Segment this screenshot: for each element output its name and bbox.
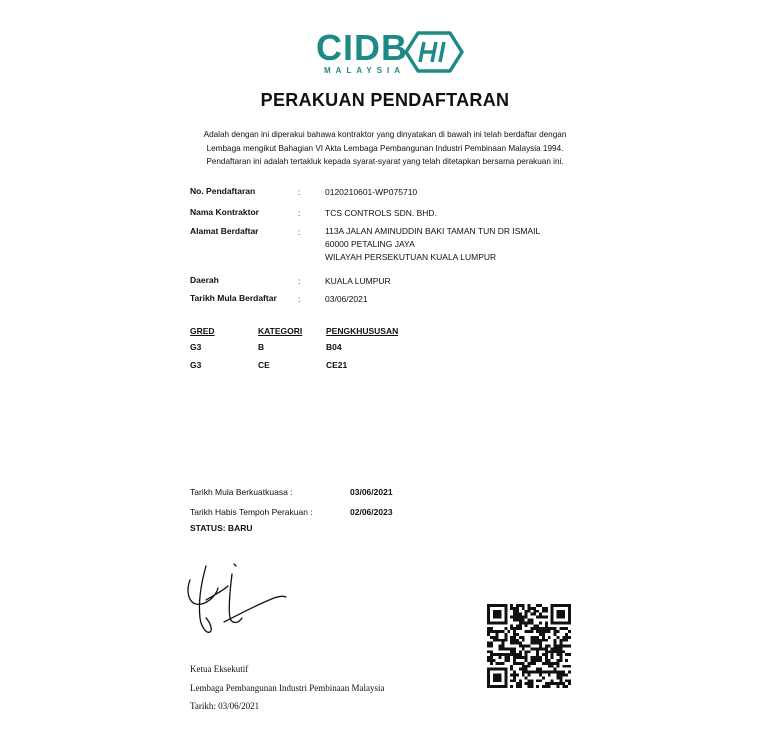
effective-date-label: Tarikh Mula Berkuatkuasa :	[190, 487, 293, 497]
colon: :	[298, 187, 301, 197]
grade-cell: G3	[190, 342, 202, 352]
logo-subtext: MALAYSIA	[324, 66, 406, 75]
signature-icon	[176, 560, 291, 640]
colon: :	[298, 294, 301, 304]
intro-line: Pendaftaran ini adalah tertakluk kepada syarat-syarat yang telah ditetapkan bersama perakuan ini.	[206, 157, 564, 166]
colon: :	[298, 208, 301, 218]
address-line: 60000 PETALING JAYA	[325, 239, 415, 249]
specialization-header: PENGKHUSUSAN	[326, 326, 399, 336]
signatory-title: Ketua Eksekutif	[190, 664, 249, 674]
colon: :	[298, 276, 301, 286]
grade-header: GRED	[190, 326, 215, 336]
cidb-mark-icon	[402, 30, 464, 74]
page-title: PERAKUAN PENDAFTARAN	[260, 90, 510, 110]
grade-cell: G3	[190, 360, 202, 370]
address-label: Alamat Berdaftar	[190, 226, 259, 236]
intro-paragraph	[170, 128, 600, 169]
category-cell: B	[258, 342, 265, 352]
cidb-logo	[310, 26, 470, 80]
expiry-date-label: Tarikh Habis Tempoh Perakuan :	[190, 507, 313, 517]
contractor-value: TCS CONTROLS SDN. BHD.	[325, 208, 437, 218]
category-header: KATEGORI	[258, 326, 303, 336]
address-line: 113A JALAN AMINUDDIN BAKI TAMAN TUN DR ISMAIL	[325, 226, 541, 236]
specialization-cell: B04	[326, 342, 342, 352]
effective-date-value: 03/06/2021	[350, 487, 393, 497]
start-date-value: 03/06/2021	[325, 294, 368, 304]
start-date-label: Tarikh Mula Berdaftar	[190, 293, 277, 303]
district-label: Daerah	[190, 275, 219, 285]
address-value	[325, 225, 540, 264]
expiry-date-value: 02/06/2023	[350, 507, 393, 517]
signatory-date: Tarikh: 03/06/2021	[190, 701, 260, 711]
signatory-org: Lembaga Pembangunan Industri Pembinaan Malaysia	[190, 683, 385, 693]
status-text: STATUS: BARU	[190, 523, 253, 533]
category-cell: CE	[258, 360, 270, 370]
qr-code-icon	[487, 604, 571, 688]
logo-text: CIDB	[316, 27, 408, 68]
contractor-label: Nama Kontraktor	[190, 207, 259, 217]
intro-line: Lembaga mengikut Bahagian VI Akta Lembaga Pembangunan Industri Pembinaan Malaysia 1994.	[206, 143, 564, 153]
reg-no-value: 0120210601-WP075710	[325, 187, 418, 197]
district-value: KUALA LUMPUR	[325, 276, 391, 286]
specialization-cell: CE21	[326, 360, 348, 370]
address-line: WILAYAH PERSEKUTUAN KUALA LUMPUR	[325, 252, 497, 262]
intro-line: Adalah dengan ini diperakui bahawa kontraktor yang dinyatakan di bawah ini telah berdaftar dengan	[203, 130, 567, 139]
colon: :	[298, 227, 301, 237]
reg-no-label: No. Pendaftaran	[190, 186, 256, 196]
